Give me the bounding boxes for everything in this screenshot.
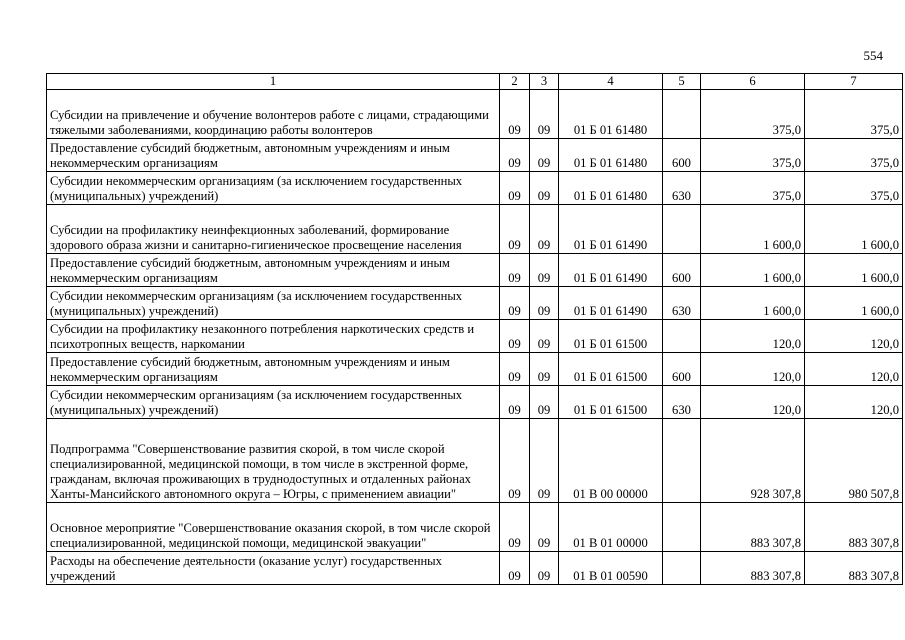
row-amount-col6: 883 307,8: [701, 552, 805, 585]
row-expense-type: [663, 205, 701, 254]
row-subsection: 09: [530, 90, 559, 139]
row-section: 09: [500, 205, 530, 254]
row-target-article: 01 Б 01 61490: [559, 205, 663, 254]
row-section: 09: [500, 386, 530, 419]
row-amount-col7: 375,0: [805, 139, 903, 172]
row-section: 09: [500, 139, 530, 172]
header-cell: 2: [500, 74, 530, 90]
header-cell: 5: [663, 74, 701, 90]
row-section: 09: [500, 503, 530, 552]
row-amount-col6: 375,0: [701, 172, 805, 205]
row-expense-type: 630: [663, 386, 701, 419]
row-target-article: 01 В 01 00590: [559, 552, 663, 585]
row-subsection: 09: [530, 205, 559, 254]
table-row: [47, 353, 903, 386]
row-expense-type: [663, 320, 701, 353]
row-expense-type: [663, 503, 701, 552]
row-description: Предоставление субсидий бюджетным, автономным учреждениям и иным некоммерческим организациям: [47, 139, 500, 172]
row-subsection: 09: [530, 419, 559, 503]
row-subsection: 09: [530, 172, 559, 205]
row-section: 09: [500, 90, 530, 139]
budget-table: [46, 73, 903, 585]
table-row: [47, 254, 903, 287]
row-target-article: 01 Б 01 61500: [559, 386, 663, 419]
row-target-article: 01 Б 01 61490: [559, 287, 663, 320]
header-cell: 1: [47, 74, 500, 90]
row-description: Субсидии на профилактику неинфекционных заболеваний, формирование здорового образа жизни и санитарно-гигиеническое просвещение населения: [47, 205, 500, 254]
row-target-article: 01 Б 01 61480: [559, 90, 663, 139]
row-description: Субсидии некоммерческим организациям (за исключением государственных (муниципальных) учреждений): [47, 386, 500, 419]
row-amount-col7: 1 600,0: [805, 287, 903, 320]
header-row: [47, 74, 903, 90]
table-row: [47, 552, 903, 585]
row-section: 09: [500, 552, 530, 585]
header-cell: 4: [559, 74, 663, 90]
row-target-article: 01 В 01 00000: [559, 503, 663, 552]
table-row: [47, 139, 903, 172]
row-amount-col6: 1 600,0: [701, 254, 805, 287]
row-amount-col7: 120,0: [805, 386, 903, 419]
row-description: Предоставление субсидий бюджетным, автономным учреждениям и иным некоммерческим организациям: [47, 254, 500, 287]
row-section: 09: [500, 172, 530, 205]
row-target-article: 01 Б 01 61500: [559, 353, 663, 386]
row-amount-col7: 1 600,0: [805, 205, 903, 254]
row-amount-col7: 883 307,8: [805, 503, 903, 552]
row-amount-col7: 980 507,8: [805, 419, 903, 503]
row-amount-col6: 120,0: [701, 353, 805, 386]
row-amount-col7: 120,0: [805, 353, 903, 386]
row-description: Субсидии некоммерческим организациям (за исключением государственных (муниципальных) учреждений): [47, 172, 500, 205]
row-subsection: 09: [530, 552, 559, 585]
row-subsection: 09: [530, 254, 559, 287]
row-subsection: 09: [530, 139, 559, 172]
page-number: 554: [863, 48, 883, 63]
row-amount-col6: 1 600,0: [701, 205, 805, 254]
row-amount-col6: 1 600,0: [701, 287, 805, 320]
row-amount-col6: 375,0: [701, 139, 805, 172]
row-subsection: 09: [530, 503, 559, 552]
table-row: [47, 205, 903, 254]
row-subsection: 09: [530, 287, 559, 320]
row-target-article: 01 Б 01 61490: [559, 254, 663, 287]
row-expense-type: 630: [663, 172, 701, 205]
table-row: [47, 172, 903, 205]
table-row: [47, 90, 903, 139]
table-row: [47, 419, 903, 503]
row-description: Подпрограмма "Совершенствование развития скорой, в том числе скорой специализированной, медицинской помощи, в том числе в экстренной форме, гражданам, включая проживающих в труднодоступных и отдаленных районах Ханты-Мансийского автономного округа – Югры, с применением авиации": [47, 419, 500, 503]
row-expense-type: 630: [663, 287, 701, 320]
row-amount-col6: 883 307,8: [701, 503, 805, 552]
row-expense-type: [663, 419, 701, 503]
row-expense-type: [663, 90, 701, 139]
row-description: Субсидии на привлечение и обучение волонтеров работе с лицами, страдающими тяжелыми заболеваниями, координацию работы волонтеров: [47, 90, 500, 139]
row-section: 09: [500, 254, 530, 287]
row-subsection: 09: [530, 320, 559, 353]
row-description: Основное мероприятие "Совершенствование оказания скорой, в том числе скорой специализированной, медицинской помощи, медицинской эвакуации": [47, 503, 500, 552]
header-cell: 3: [530, 74, 559, 90]
row-amount-col6: 375,0: [701, 90, 805, 139]
row-amount-col7: 375,0: [805, 90, 903, 139]
row-expense-type: 600: [663, 139, 701, 172]
row-target-article: 01 В 00 00000: [559, 419, 663, 503]
row-description: Предоставление субсидий бюджетным, автономным учреждениям и иным некоммерческим организациям: [47, 353, 500, 386]
row-expense-type: 600: [663, 353, 701, 386]
row-section: 09: [500, 419, 530, 503]
row-expense-type: [663, 552, 701, 585]
row-description: Расходы на обеспечение деятельности (оказание услуг) государственных учреждений: [47, 552, 500, 585]
table-row: [47, 320, 903, 353]
header-cell: 7: [805, 74, 903, 90]
row-subsection: 09: [530, 353, 559, 386]
row-amount-col6: 120,0: [701, 320, 805, 353]
row-section: 09: [500, 320, 530, 353]
row-target-article: 01 Б 01 61500: [559, 320, 663, 353]
row-target-article: 01 Б 01 61480: [559, 172, 663, 205]
row-amount-col7: 1 600,0: [805, 254, 903, 287]
row-expense-type: 600: [663, 254, 701, 287]
table-row: [47, 503, 903, 552]
row-section: 09: [500, 287, 530, 320]
row-amount-col7: 120,0: [805, 320, 903, 353]
row-amount-col6: 120,0: [701, 386, 805, 419]
row-subsection: 09: [530, 386, 559, 419]
row-description: Субсидии на профилактику незаконного потребления наркотических средств и психотропных веществ, наркомании: [47, 320, 500, 353]
row-description: Субсидии некоммерческим организациям (за исключением государственных (муниципальных) учреждений): [47, 287, 500, 320]
row-section: 09: [500, 353, 530, 386]
row-target-article: 01 Б 01 61480: [559, 139, 663, 172]
table-row: [47, 386, 903, 419]
row-amount-col7: 883 307,8: [805, 552, 903, 585]
row-amount-col7: 375,0: [805, 172, 903, 205]
table-row: [47, 287, 903, 320]
row-amount-col6: 928 307,8: [701, 419, 805, 503]
header-cell: 6: [701, 74, 805, 90]
